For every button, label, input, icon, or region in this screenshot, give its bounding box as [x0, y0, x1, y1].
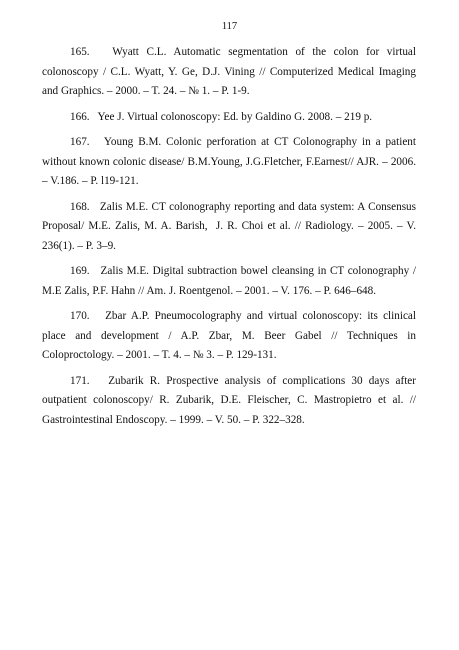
reference-item-166: 166. Yee J. Virtual colonoscopy: Ed. by Galdino G. 2008. – 219 p. [70, 110, 373, 123]
reference-item-165: 165. Wyatt C.L. Automatic segmentation of the colon for virtual colonoscopy / C.L. Wyatt, Y. Ge, D.J. Vining // Computerized Medical Imaging and Graphics. – 2000. – T. 24. – № 1. – P. 1-9. [42, 46, 416, 97]
reference-list [42, 43, 416, 436]
page-number: 117 [221, 21, 238, 32]
reference-item-169: 169. Zalis M.E. Digital subtraction bowel cleansing in CT colonography / M.E Zalis, P.F. Hahn // Am. J. Roentgenol. – 2001. – V. 176. – P. 646–648. [42, 265, 416, 297]
reference-item-167: 167. Young B.M. Colonic perforation at CT Colonography in a patient without known colonic disease/ B.M.Young, J.G.Fletcher, F.Earnest// AJR. – 2006. – V.186. – P. l19-121. [42, 136, 416, 187]
reference-item-168: 168. Zalis M.E. CT colonography reporting and data system: A Consensus Proposal/ M.E. Zalis, M. A. Barish, J. R. Choi et al. // Radiology. – 2005. – V. 236(1). – P. 3–9. [42, 200, 416, 252]
reference-item-171: 171. Zubarik R. Prospective analysis of complications 30 days after outpatient colonoscopy/ R. Zubarik, D.E. Fleischer, C. Mastropietro et al. // Gastrointestinal Endoscopy. – 1999. – V. 50. – P. 322–328. [42, 374, 416, 426]
reference-item-170: 170. Zbar A.P. Pneumocolography and virtual colonoscopy: its clinical place and development / A.P. Zbar, M. Beer Gabel // Techniques in Coloproctology. – 2001. – T. 4. – № 3. – P. 129-131. [42, 310, 416, 361]
